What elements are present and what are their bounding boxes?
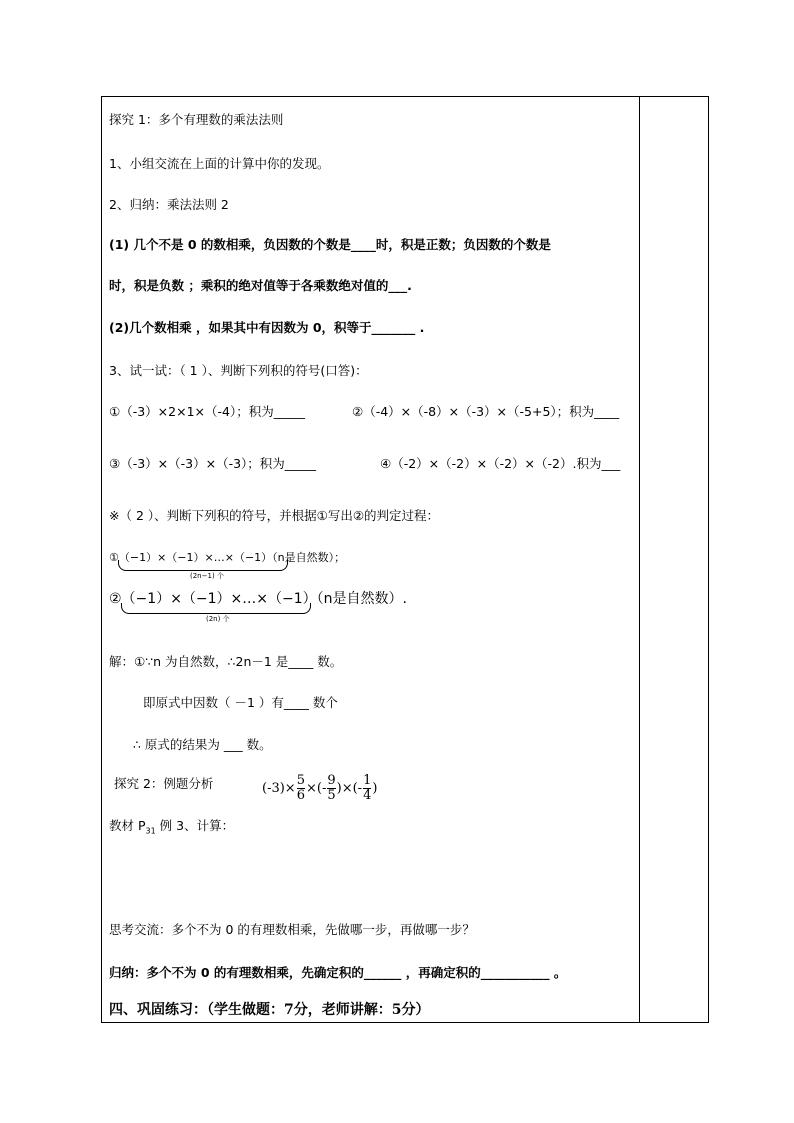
item-3b: ※（ 2 ）、判断下列积的符号，并根据①写出②的判定过程：: [109, 508, 440, 523]
explore2-title: 探究 2：例题分析: [114, 776, 214, 791]
fraction-2-num: 9: [327, 773, 336, 788]
textbook-example: 例 3、计算：: [155, 818, 235, 833]
question-4: ④（-2）×（-2）×（-2）×（-2）.积为___: [380, 456, 621, 471]
formula-2-count: (2n) 个: [206, 615, 230, 623]
textbook-reference: [109, 816, 234, 836]
fraction-3-num: 1: [363, 773, 372, 788]
fraction-3: [363, 774, 371, 803]
item-3: 3、试一试：（ 1 ）、判断下列积的符号(口答)：: [109, 363, 368, 378]
formula-1: ①（−1）×（−1）×…×（−1）（n是自然数）；: [109, 551, 346, 564]
section-4-heading: 四、巩固练习：（学生做题：7分，老师讲解：5分）: [109, 1002, 430, 1018]
question-3: ③（-3）×（-3）×（-3）；积为_____: [109, 456, 317, 471]
solution-2: 即原式中因数（ －1 ）有____ 数个: [143, 695, 338, 710]
solution-1: 解：①∵n 为自然数，∴2n－1 是____ 数。: [109, 654, 343, 669]
fraction-1-num: 5: [296, 773, 305, 788]
question-2: ②（-4）×（-8）×（-3）×（-5+5）；积为____: [352, 404, 620, 419]
explore1-title: 探究 1：多个有理数的乘法法则: [109, 112, 284, 127]
item-1: 1、小组交流在上面的计算中你的发现。: [109, 156, 330, 171]
textbook-label: 教材 P: [109, 818, 146, 833]
fraction-3-den: 4: [363, 788, 372, 803]
expr-part-4: ): [372, 781, 378, 796]
fraction-2-den: 5: [327, 788, 336, 803]
item-2: 2、归纳：乘法法则 2: [109, 197, 229, 212]
fraction-2: [327, 774, 335, 803]
fraction-1: [297, 774, 305, 803]
question-1: ①（-3）×2×1×（-4）；积为_____: [109, 404, 305, 419]
formula-2: ②（−1）×（−1）×…×（−1）（n是自然数）.: [109, 591, 407, 607]
formula-2-brace: [121, 603, 311, 614]
rule-1b: 时，积是负数 ；乘积的绝对值等于各乘数绝对值的___.: [109, 278, 412, 293]
textbook-page: 31: [145, 826, 156, 836]
rule-1a: (1) 几个不是 0 的数相乘，负因数的个数是____时，积是正数；负因数的个数是: [109, 237, 551, 252]
rule-2: (2)几个数相乘 ，如果其中有因数为 0，积等于_______ .: [109, 320, 425, 335]
expr-part-1: (-3)×: [262, 781, 296, 796]
solution-3: ∴ 原式的结果为 ___ 数。: [133, 737, 272, 752]
expr-part-3: )×(-: [336, 781, 363, 796]
formula-1-brace: [118, 560, 288, 571]
formula-1-count: (2n−1) 个: [190, 572, 224, 580]
think-discuss: 思考交流：多个不为 0 的有理数相乘，先做哪一步，再做哪一步？: [109, 922, 475, 937]
fraction-1-den: 6: [296, 788, 305, 803]
column-divider: [639, 96, 640, 1023]
example-expression: [262, 774, 377, 803]
summary: 归纳：多个不为 0 的有理数相乘，先确定积的______ ，再确定积的___________ 。: [109, 965, 567, 980]
expr-part-2: ×(-: [305, 781, 327, 796]
